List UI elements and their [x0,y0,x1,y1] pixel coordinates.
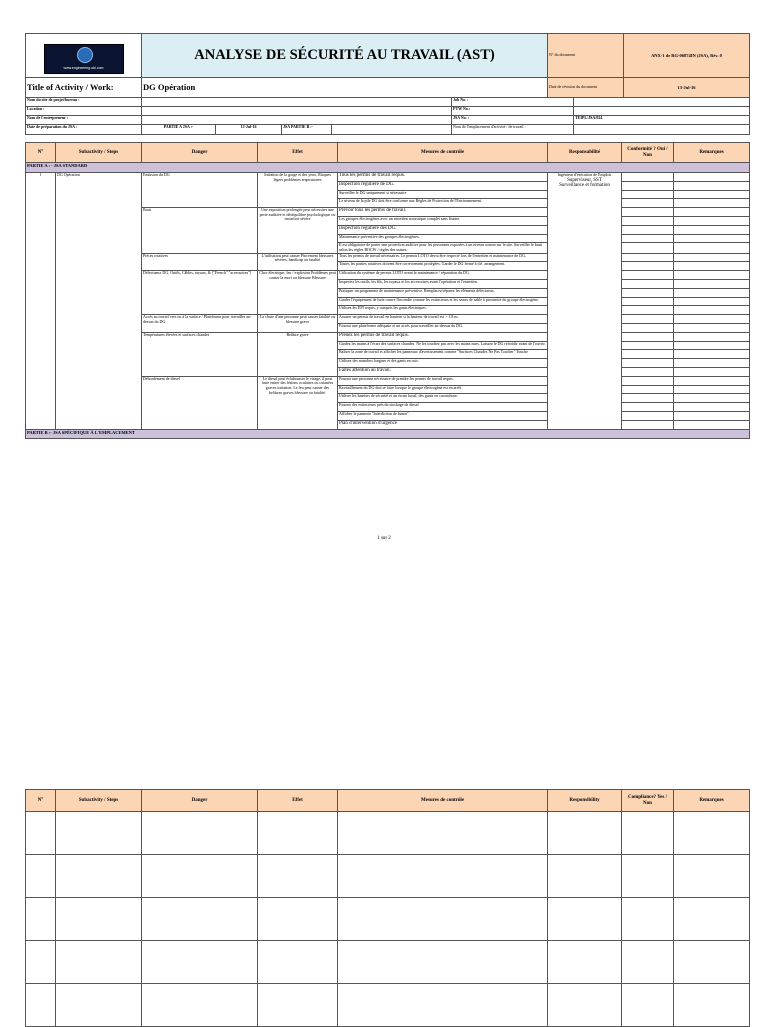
page-title: ANALYSE DE SÉCURITÉ AU TRAVAIL (AST) [194,47,495,64]
control-measure-cell: Inspectez les outils, les fils, les tuyaux et les accessoires avant l'opération et l'entretien. [338,279,548,288]
responsibility-line: Ingénieur d'exécution de Emplois [557,172,612,177]
col-header-remarks: Remarques [674,143,750,163]
remarks-cell[interactable] [674,234,750,243]
blank-cell[interactable] [548,898,622,941]
logo-text: www.engineering.ubi.com [63,66,104,71]
danger-cell: Débordement de diesel [142,376,258,429]
remarks-cell[interactable] [674,306,750,315]
responsibility-cell [548,173,622,430]
remarks-cell[interactable] [674,403,750,412]
col-header-subactivity: Subactivity / Steps [56,143,142,163]
control-measure-cell: Utilisez des manches longues et des gants en cuir. [338,359,548,368]
remarks-cell[interactable] [674,271,750,280]
prep-table [25,124,750,135]
blank-cell[interactable] [548,812,622,855]
ptw-label: PTW No.: [452,107,574,116]
rev-date-label: Date de révision du document [548,78,624,98]
remarks-cell[interactable] [674,332,750,341]
blank-cell[interactable] [622,984,674,1027]
col2-header-controls: Mesures de contrôle [338,790,548,812]
control-measure-cell: Pratiquer un programme de maintenance préventive. Remplacez/réparez les éléments défectueux. [338,288,548,297]
effect-cell: Une exposition prolongée peut nécessiter une perte auditive et déséquilibre psychologique ou inconfort sévère [258,208,338,253]
remarks-cell[interactable] [674,376,750,385]
remarks-cell[interactable] [674,323,750,332]
col-header-compliance: Conformité ? Oui / Non [622,143,674,163]
col2-header-danger: Danger [142,790,258,812]
blank-cell[interactable] [26,812,56,855]
compliance-cell[interactable] [622,420,674,429]
control-measure-cell: Tous les permis de travail nécessaires. Le permis LOTO devra être respecté lors de l'entretien et maintenance de DG. [338,253,548,262]
blank-cell[interactable] [56,984,142,1027]
control-measure-cell: Le niveau de la pile DG doit être conforme aux Règles de Protection de l'Environnement. [338,199,548,208]
control-measure-cell: Surveiller le DG uniquement si nécessaire [338,190,548,199]
page-number: 1 sur 2 [377,536,391,541]
blank-cell[interactable] [26,898,56,941]
remarks-cell[interactable] [674,253,750,262]
blank-cell[interactable] [26,941,56,984]
second-table [25,789,750,1027]
col-header-responsibility: Responsabilité [548,143,622,163]
remarks-cell[interactable] [674,341,750,350]
blank-cell[interactable] [338,855,548,898]
col2-header-no: N° [26,790,56,812]
location-name-value [574,125,750,135]
blank-cell[interactable] [338,941,548,984]
info-table [25,97,750,125]
compliance-cell[interactable] [622,411,674,420]
blank-cell[interactable] [142,855,258,898]
control-measure-cell: Ravitaillement du DG doit se faire lorsque le groupe électrogène est en arrêt. [338,385,548,394]
blank-cell[interactable] [548,855,622,898]
col2-header-responsibility: Responsibility [548,790,622,812]
activity-label: Title of Activity / Work: [26,78,142,98]
col2-header-effect: Effet [258,790,338,812]
remarks-cell[interactable] [674,173,750,182]
col-header-effect: Effet [258,143,338,163]
title-cell [142,34,548,78]
remarks-cell[interactable] [674,190,750,199]
compliance-cell[interactable] [622,359,674,368]
danger-cell: Températures élevées et surfaces chaudes [142,332,258,376]
blank-cell[interactable] [258,898,338,941]
part-b-title: PARTIE B :- JSA SPÉCIFIQUE À L'EMPLACEMENT [26,429,750,438]
control-measure-cell: Faites attention au travail. [338,367,548,376]
compliance-cell[interactable] [622,394,674,403]
remarks-cell[interactable] [674,385,750,394]
col-header-danger: Danger [142,143,258,163]
blank-cell[interactable] [56,812,142,855]
remarks-cell[interactable] [674,315,750,324]
compliance-cell[interactable] [622,190,674,199]
compliance-cell[interactable] [622,262,674,271]
rev-date-value: 13-Jul-16 [624,78,750,98]
control-measure-cell: Utilisation du système de permis LOTO avant la maintenance / réparation du DG. [338,271,548,280]
jsa-main-table [25,142,750,439]
compliance-cell[interactable] [622,243,674,253]
remarks-cell[interactable] [674,225,750,234]
prep-date-label: Date de préparation du JSA : [26,125,142,135]
subactivity-cell: DG Opération [56,173,142,430]
control-row [26,173,750,182]
compliance-cell[interactable] [622,199,674,208]
row-number: 1 [26,173,56,430]
remarks-cell[interactable] [674,243,750,253]
column-header-row [26,143,750,163]
part-a-label: PARTIE A JSA :- [142,125,216,135]
globe-icon [77,47,93,63]
blank-cell[interactable] [258,984,338,1027]
blank-row [26,941,750,984]
compliance-cell[interactable] [622,376,674,385]
danger-cell: Défectueux DG, Outils, Câbles, tuyaux, & ["French" "accessoires"] [142,271,258,315]
jsa-label: JSA No. : [452,116,574,125]
blank-cell[interactable] [26,984,56,1027]
blank-cell[interactable] [56,941,142,984]
compliance-cell[interactable] [622,288,674,297]
part-a-title: PARTIE A : - JSA STANDARD [26,163,750,173]
blank-cell[interactable] [142,812,258,855]
contractor-label: Nom de l'entrepreneur : [26,116,142,125]
ptw-value [574,107,750,116]
remarks-cell[interactable] [674,199,750,208]
compliance-cell[interactable] [622,403,674,412]
remarks-cell[interactable] [674,262,750,271]
doc-no-label: N° du document [548,34,624,78]
remarks-cell[interactable] [674,420,750,429]
blank-row [26,812,750,855]
blank-cell[interactable] [56,898,142,941]
compliance-cell[interactable] [622,315,674,324]
blank-cell[interactable] [142,941,258,984]
remarks-cell[interactable] [674,411,750,420]
job-label: Job No. : [452,98,574,107]
danger-cell: Pièces rotatives [142,253,258,271]
blank-cell[interactable] [56,855,142,898]
control-measure-cell: Prenez les permis de travail requis. [338,332,548,341]
activity-value: DG Opération [142,78,548,98]
responsibility-line: Superviseur, SST [567,177,602,183]
site-value [142,98,452,107]
location-name-label: Nom de l'emplacement d'activité / de travail : [452,125,574,135]
blank-cell[interactable] [258,941,338,984]
company-logo [44,44,124,74]
compliance-cell[interactable] [622,385,674,394]
blank-cell[interactable] [674,855,750,898]
part-b-date [332,125,452,135]
control-measure-cell: Fournir une personne nécessaire de prendre les permis de travail requis. [338,376,548,385]
control-measure-cell: Utiliser les lunettes de sécurité et un écran facial, des gants en caoutchouc. [338,394,548,403]
blank-cell[interactable] [674,941,750,984]
location-label: Location : [26,107,142,116]
control-measure-cell: Fournir une plateforme adéquate et un accès pour travailler au-dessus du DG. [338,323,548,332]
col2-header-subactivity: Subactivity / Steps [56,790,142,812]
control-measure-cell: Assurer un permis de travail en hauteur si la hauteur de travail est > 1,8 m. [338,315,548,324]
control-measure-cell: Utilisez les EPI requis, y compris les gants électriques. [338,306,548,315]
effect-cell: La chute d'une personne peut causer fatalité ou blessure grave [258,315,338,333]
blank-cell[interactable] [674,898,750,941]
blank-cell[interactable] [622,855,674,898]
blank-cell[interactable] [338,984,548,1027]
control-measure-cell: Garder l'équipement de lutte contre l'incendie comme les extincteurs et les seaux de sable à proximité du groupe électrogène. [338,297,548,306]
control-measure-cell: Fournir des extincteurs près du stockage de diesel [338,403,548,412]
remarks-cell[interactable] [674,279,750,288]
blank-cell[interactable] [548,941,622,984]
col-header-no: N° [26,143,56,163]
blank-cell[interactable] [674,984,750,1027]
col2-header-remarks: Remarques [674,790,750,812]
blank-cell[interactable] [142,984,258,1027]
control-measure-cell: Inspection régulière des DG. [338,225,548,234]
responsibility-line: Surveillance et formation [559,183,610,189]
effect-cell: Brûlure grave [258,332,338,376]
danger-cell: Emission du DG [142,173,258,208]
compliance-cell[interactable] [622,367,674,376]
remarks-cell[interactable] [674,367,750,376]
effect-cell: Irritation de la gorge et des yeux, Risques légers problèmes respiratoires [258,173,338,208]
blank-cell[interactable] [26,855,56,898]
col-header-controls: Mesures de contrôle [338,143,548,163]
blank-cell[interactable] [338,898,548,941]
remarks-cell[interactable] [674,359,750,368]
effect-cell: Choc électrique, feu / explosion Problèmes peut causer la mort ou blessure Blessure [258,271,338,315]
control-measure-cell: Gardez les mains à l'écart des surfaces chaudes. Ne les touchez pas avec les mains nues. Laissez le DG refroidir avant de l'ouvrir. [338,341,548,350]
control-measure-cell: Afficher le panneau "Interdiction de fumer". [338,411,548,420]
compliance-cell[interactable] [622,253,674,262]
effect-cell: Le diesel peut éclabousser le visage, il peut faire entrer des lésions oculaires ou cutanées graves irritation. Le feu peut causer des brûlures graves blessure ou fatalité. [258,376,338,429]
danger-cell: Bruit [142,208,258,253]
blank-cell[interactable] [258,812,338,855]
site-label: Nom du site de projet/bureau : [26,98,142,107]
remarks-cell[interactable] [674,208,750,217]
compliance-cell[interactable] [622,279,674,288]
control-measure-cell: Les groupes électrogènes avec un entretien acoustique complet sans fissure. [338,216,548,225]
remarks-cell[interactable] [674,181,750,190]
column-header-row-2 [26,790,750,812]
blank-cell[interactable] [338,812,548,855]
col2-header-compliance: Compliance? Yes / Non [622,790,674,812]
effect-cell: L'utilisation peut causer Pincement blessures sévères, handicap ou fatalité [258,253,338,271]
job-value [574,98,750,107]
compliance-cell[interactable] [622,306,674,315]
blank-cell[interactable] [622,812,674,855]
remarks-cell[interactable] [674,350,750,359]
compliance-cell[interactable] [622,181,674,190]
control-measure-cell: Tous les permis de travail requis. [338,173,548,182]
control-measure-cell: Maintenance préventive des groupes électrogènes. [338,234,548,243]
doc-no-value: ANX-1 de RG-06874IN (JSA), Rév. 0 [624,34,750,78]
jsa-value: TEIPL/JSA/024 [574,116,750,125]
blank-cell[interactable] [622,941,674,984]
remarks-cell[interactable] [674,216,750,225]
blank-cell[interactable] [674,812,750,855]
blank-cell[interactable] [548,984,622,1027]
logo-cell [26,34,142,78]
blank-row [26,898,750,941]
compliance-cell[interactable] [622,297,674,306]
remarks-cell[interactable] [674,288,750,297]
compliance-cell[interactable] [622,332,674,341]
compliance-cell[interactable] [622,350,674,359]
blank-row [26,984,750,1027]
danger-cell: Accès au travail vers ou à la surface / Plateforme pour travailler au-dessus du DG [142,315,258,333]
header-table [25,33,750,98]
control-measure-cell: Inspection régulière de DG. [338,181,548,190]
part-b-label: JSA PARTIE B :- [282,125,332,135]
compliance-cell[interactable] [622,225,674,234]
compliance-cell[interactable] [622,208,674,217]
control-measure-cell: Plan d'intervention d'urgence [338,420,548,429]
control-measure-cell: Toutes les parties rotatives doivent être correctement protégées. Garder le DG fermé à clé. arrangement. [338,262,548,271]
blank-cell[interactable] [622,898,674,941]
location-value [142,107,452,116]
compliance-cell[interactable] [622,341,674,350]
compliance-cell[interactable] [622,234,674,243]
compliance-cell[interactable] [622,271,674,280]
part-a-date: 13-Jul-16 [216,125,282,135]
compliance-cell[interactable] [622,323,674,332]
blank-row [26,855,750,898]
control-measure-cell: Prévoir tous les permis de travail. [338,208,548,217]
control-measure-cell: Baliser la zone de travail et afficher les panneaux d'avertissement comme "Surfaces Chaudes Ne Pas Toucher" Touche [338,350,548,359]
blank-cell[interactable] [142,898,258,941]
compliance-cell[interactable] [622,216,674,225]
remarks-cell[interactable] [674,394,750,403]
remarks-cell[interactable] [674,297,750,306]
blank-cell[interactable] [258,855,338,898]
control-measure-cell: Il est obligatoire de porter une protection auditive pour les personnes exposées à un niveau sonore sur le site. Surveiller le bruit selon les règles BOCW / règles des usines. [338,243,548,253]
compliance-cell[interactable] [622,173,674,182]
